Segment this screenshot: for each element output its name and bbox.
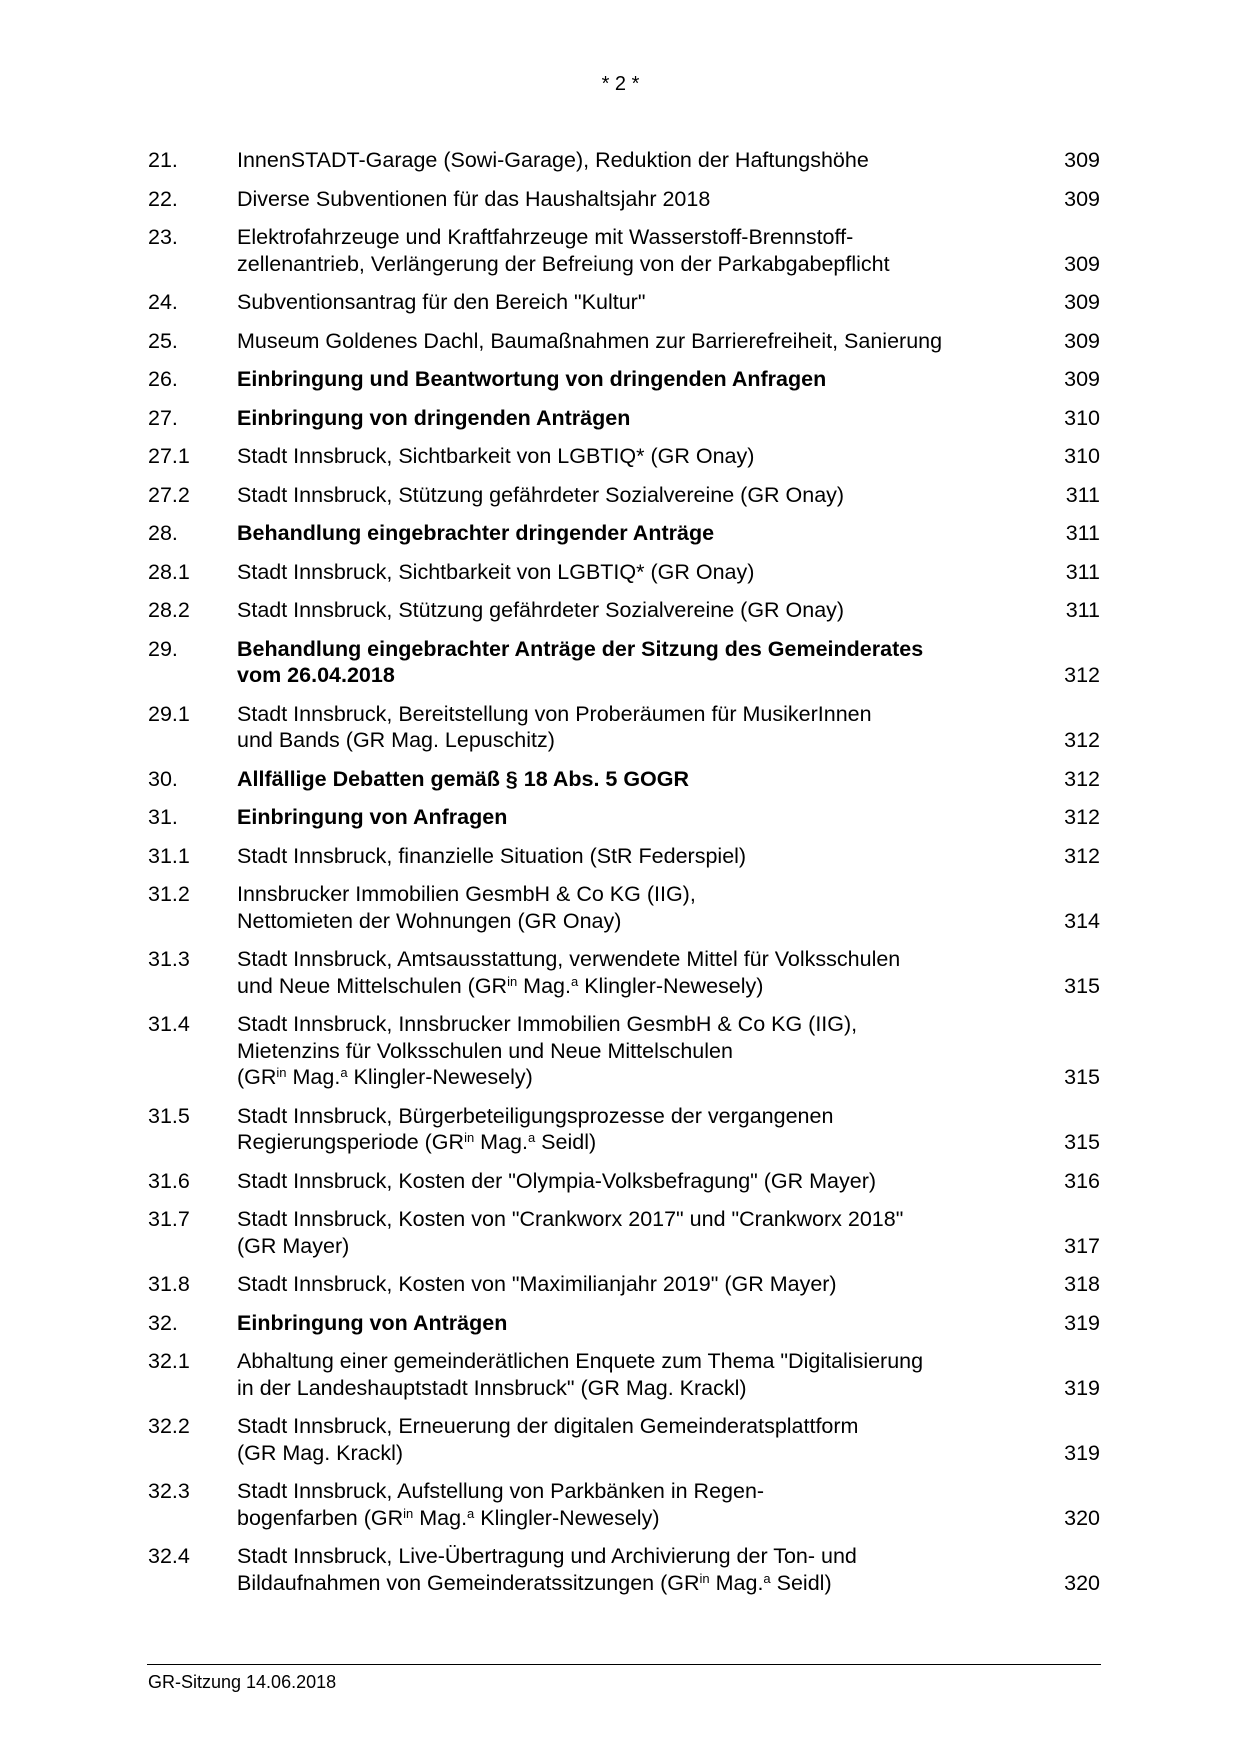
toc-title-line: Stadt Innsbruck, Live-Übertragung und Archivierung der Ton- und bbox=[237, 1544, 857, 1568]
toc-title-line: Einbringung und Beantwortung von dringenden Anfragen bbox=[237, 367, 827, 391]
toc-number: 31.1 bbox=[148, 843, 190, 868]
toc-page-number: 311 bbox=[1065, 482, 1100, 507]
toc-number: 25. bbox=[148, 328, 178, 353]
toc-number: 23. bbox=[148, 225, 178, 249]
page-number: * 2 * bbox=[601, 73, 640, 95]
toc-title bbox=[237, 766, 1037, 793]
toc-title bbox=[237, 328, 1037, 355]
toc-title bbox=[237, 1168, 1037, 1195]
toc-page-number: 312 bbox=[1064, 728, 1100, 752]
toc-number: 30. bbox=[148, 766, 178, 791]
toc-number: 31.2 bbox=[148, 882, 190, 906]
toc-text-segment: Seidl) bbox=[770, 1570, 832, 1595]
toc-entry bbox=[0, 1103, 1241, 1156]
toc-text-segment: Mag. bbox=[286, 1065, 341, 1089]
superscript: a bbox=[763, 1570, 771, 1586]
toc-entry bbox=[0, 804, 1241, 831]
toc-page-number: 320 bbox=[1064, 1505, 1100, 1530]
toc-title bbox=[237, 804, 1037, 831]
toc-page-number: 310 bbox=[1064, 444, 1100, 468]
toc-number: 31. bbox=[148, 805, 178, 829]
toc-title-line: Stadt Innsbruck, Erneuerung der digitalen Gemeinderatsplattform bbox=[237, 1414, 859, 1438]
toc-page-number: 315 bbox=[1064, 1130, 1100, 1154]
toc-entry bbox=[0, 559, 1241, 586]
toc-title-line: Stadt Innsbruck, Kosten der "Olympia-Volksbefragung" (GR Mayer) bbox=[237, 1168, 877, 1193]
toc-number: 27. bbox=[148, 405, 178, 430]
toc-title bbox=[237, 597, 1037, 624]
toc-title-line: Subventionsantrag für den Bereich "Kultur" bbox=[237, 290, 646, 314]
toc-text-segment: Mag. bbox=[413, 1505, 468, 1530]
toc-title-line: Behandlung eingebrachter dringender Anträge bbox=[237, 521, 715, 545]
toc-title-line: und Bands (GR Mag. Lepuschitz) bbox=[237, 728, 555, 752]
toc-title-line: Einbringung von Anfragen bbox=[237, 805, 508, 829]
toc-title bbox=[237, 405, 1037, 432]
toc-entry bbox=[0, 1310, 1241, 1337]
toc-text-segment: Mag. bbox=[474, 1130, 528, 1154]
toc-number: 32.1 bbox=[148, 1349, 190, 1373]
toc-number: 31.6 bbox=[148, 1168, 190, 1193]
toc-number: 24. bbox=[148, 290, 178, 314]
toc-title-line: Einbringung von dringenden Anträgen bbox=[237, 405, 631, 430]
toc-number: 21. bbox=[148, 148, 178, 172]
toc-number: 31.8 bbox=[148, 1272, 190, 1296]
toc-title bbox=[237, 1310, 1037, 1337]
toc-title-line bbox=[237, 1129, 1037, 1156]
toc-number: 32.4 bbox=[148, 1544, 190, 1568]
toc-title-line: (GR Mag. Krackl) bbox=[237, 1440, 404, 1465]
toc-entry bbox=[0, 636, 1241, 689]
toc-title bbox=[237, 1348, 1037, 1401]
table-of-contents bbox=[0, 147, 1241, 1608]
toc-entry bbox=[0, 1348, 1241, 1401]
toc-title-line: Stadt Innsbruck, Sichtbarkeit von LGBTIQ* (GR Onay) bbox=[237, 559, 755, 584]
toc-title-line bbox=[237, 1505, 1037, 1532]
toc-number: 32.2 bbox=[148, 1414, 190, 1438]
toc-page-number: 312 bbox=[1064, 663, 1100, 687]
toc-title bbox=[237, 1413, 1037, 1466]
toc-text-segment: Mag. bbox=[709, 1570, 764, 1595]
toc-page-number: 309 bbox=[1064, 251, 1100, 276]
toc-text-segment: Mag. bbox=[517, 973, 571, 998]
toc-entry bbox=[0, 186, 1241, 213]
toc-entry bbox=[0, 881, 1241, 934]
toc-entry bbox=[0, 405, 1241, 432]
toc-number: 29.1 bbox=[148, 701, 190, 726]
toc-entry bbox=[0, 1413, 1241, 1466]
superscript: in bbox=[276, 1065, 287, 1080]
toc-title-line: vom 26.04.2018 bbox=[237, 663, 395, 687]
toc-text-segment: (GR bbox=[237, 1065, 277, 1089]
toc-title-line: Elektrofahrzeuge und Kraftfahrzeuge mit Wasserstoff-Brennstoff- bbox=[237, 225, 854, 249]
toc-entry bbox=[0, 520, 1241, 547]
toc-page-number: 309 bbox=[1064, 186, 1100, 211]
toc-entry bbox=[0, 443, 1241, 470]
toc-number: 32. bbox=[148, 1310, 178, 1335]
toc-title-line: Stadt Innsbruck, finanzielle Situation (StR Federspiel) bbox=[237, 843, 747, 868]
toc-title-line: Stadt Innsbruck, Aufstellung von Parkbänken in Regen- bbox=[237, 1479, 765, 1503]
toc-number: 31.4 bbox=[148, 1012, 190, 1036]
footer-divider bbox=[147, 1664, 1101, 1665]
superscript: in bbox=[403, 1505, 414, 1521]
toc-title-line: Behandlung eingebrachter Anträge der Sitzung des Gemeinderates bbox=[237, 636, 924, 661]
toc-page-number: 309 bbox=[1064, 328, 1100, 353]
toc-title bbox=[237, 701, 1037, 754]
toc-number: 32.3 bbox=[148, 1479, 190, 1503]
toc-title-line: Mietenzins für Volksschulen und Neue Mittelschulen bbox=[237, 1038, 733, 1063]
toc-entry bbox=[0, 1478, 1241, 1531]
toc-page-number: 309 bbox=[1064, 290, 1100, 314]
toc-title-line: Stadt Innsbruck, Stützung gefährdeter Sozialvereine (GR Onay) bbox=[237, 482, 845, 507]
toc-page-number: 312 bbox=[1064, 843, 1100, 868]
toc-title bbox=[237, 147, 1037, 174]
toc-page-number: 311 bbox=[1065, 598, 1100, 622]
toc-title bbox=[237, 224, 1037, 277]
toc-entry bbox=[0, 1011, 1241, 1091]
toc-text-segment: Klingler-Newesely) bbox=[474, 1505, 660, 1530]
toc-entry bbox=[0, 1271, 1241, 1298]
toc-number: 27.1 bbox=[148, 444, 190, 468]
toc-page-number: 309 bbox=[1064, 367, 1100, 391]
toc-entry bbox=[0, 224, 1241, 277]
toc-title-line: Nettomieten der Wohnungen (GR Onay) bbox=[237, 908, 622, 933]
toc-number: 28. bbox=[148, 521, 178, 545]
toc-title bbox=[237, 636, 1037, 689]
toc-title-line: Stadt Innsbruck, Kosten von "Crankworx 2017" und "Crankworx 2018" bbox=[237, 1207, 904, 1231]
toc-entry bbox=[0, 597, 1241, 624]
toc-title-line bbox=[237, 973, 1037, 1000]
toc-title-line: Stadt Innsbruck, Amtsausstattung, verwendete Mittel für Volksschulen bbox=[237, 947, 901, 971]
toc-title bbox=[237, 1543, 1037, 1596]
toc-text-segment: Klingler-Newesely) bbox=[347, 1065, 533, 1089]
toc-text-segment: Seidl) bbox=[535, 1130, 597, 1154]
toc-entry bbox=[0, 1168, 1241, 1195]
superscript: a bbox=[527, 1130, 536, 1145]
toc-title bbox=[237, 1206, 1037, 1259]
toc-entry bbox=[0, 1206, 1241, 1259]
toc-page-number: 311 bbox=[1065, 559, 1100, 584]
toc-title-line: Innsbrucker Immobilien GesmbH & Co KG (IIG), bbox=[237, 882, 696, 906]
toc-number: 26. bbox=[148, 367, 178, 391]
toc-text-segment: Klingler-Newesely) bbox=[578, 973, 764, 998]
toc-title bbox=[237, 843, 1037, 870]
toc-page-number: 318 bbox=[1064, 1272, 1100, 1296]
toc-title-line: Allfällige Debatten gemäß § 18 Abs. 5 GOGR bbox=[237, 766, 690, 791]
toc-title bbox=[237, 946, 1037, 999]
superscript: a bbox=[340, 1065, 348, 1080]
toc-entry bbox=[0, 482, 1241, 509]
toc-entry bbox=[0, 1543, 1241, 1596]
toc-title bbox=[237, 1011, 1037, 1091]
superscript: in bbox=[507, 973, 518, 989]
toc-text-segment: und Neue Mittelschulen (GR bbox=[237, 973, 508, 998]
toc-title-line: Diverse Subventionen für das Haushaltsjahr 2018 bbox=[237, 186, 711, 211]
toc-page-number: 315 bbox=[1064, 973, 1100, 998]
toc-entry bbox=[0, 289, 1241, 316]
toc-title-line bbox=[237, 1570, 1037, 1597]
footer-text: GR-Sitzung 14.06.2018 bbox=[148, 1672, 337, 1692]
toc-title bbox=[237, 482, 1037, 509]
toc-page-number: 312 bbox=[1064, 805, 1100, 829]
toc-title bbox=[237, 289, 1037, 316]
toc-number: 27.2 bbox=[148, 482, 190, 507]
toc-title-line: InnenSTADT-Garage (Sowi-Garage), Reduktion der Haftungshöhe bbox=[237, 148, 869, 172]
toc-title-line: Stadt Innsbruck, Stützung gefährdeter Sozialvereine (GR Onay) bbox=[237, 598, 845, 622]
superscript: in bbox=[464, 1130, 475, 1145]
toc-text-segment: Bildaufnahmen von Gemeinderatssitzungen (GR bbox=[237, 1570, 700, 1595]
toc-title-line: Stadt Innsbruck, Kosten von "Maximilianjahr 2019" (GR Mayer) bbox=[237, 1272, 837, 1296]
toc-page-number: 314 bbox=[1064, 908, 1100, 933]
toc-title-line: Stadt Innsbruck, Sichtbarkeit von LGBTIQ* (GR Onay) bbox=[237, 444, 755, 468]
toc-page-number: 309 bbox=[1064, 148, 1100, 172]
toc-page-number: 310 bbox=[1064, 405, 1100, 430]
toc-number: 29. bbox=[148, 636, 178, 661]
toc-page-number: 315 bbox=[1064, 1065, 1100, 1089]
toc-entry bbox=[0, 366, 1241, 393]
toc-title bbox=[237, 520, 1037, 547]
toc-entry bbox=[0, 328, 1241, 355]
superscript: a bbox=[570, 973, 579, 989]
toc-title-line: Museum Goldenes Dachl, Baumaßnahmen zur Barrierefreiheit, Sanierung bbox=[237, 328, 943, 353]
toc-title-line: (GR Mayer) bbox=[237, 1233, 350, 1258]
toc-entry bbox=[0, 147, 1241, 174]
toc-title bbox=[237, 443, 1037, 470]
toc-page-number: 311 bbox=[1065, 521, 1100, 545]
superscript: a bbox=[467, 1505, 475, 1521]
toc-page-number: 319 bbox=[1064, 1375, 1100, 1400]
toc-entry bbox=[0, 701, 1241, 754]
toc-title bbox=[237, 366, 1037, 393]
toc-page-number: 319 bbox=[1064, 1440, 1100, 1465]
toc-title bbox=[237, 1478, 1037, 1531]
toc-title-line: zellenantrieb, Verlängerung der Befreiung von der Parkabgabepflicht bbox=[237, 251, 890, 276]
toc-page-number: 319 bbox=[1064, 1310, 1100, 1335]
toc-text-segment: Regierungsperiode (GR bbox=[237, 1130, 465, 1154]
toc-title-line: Stadt Innsbruck, Innsbrucker Immobilien GesmbH & Co KG (IIG), bbox=[237, 1012, 858, 1036]
toc-title bbox=[237, 1103, 1037, 1156]
toc-entry bbox=[0, 843, 1241, 870]
superscript: in bbox=[699, 1570, 710, 1586]
toc-title-line: in der Landeshauptstadt Innsbruck" (GR Mag. Krackl) bbox=[237, 1375, 747, 1400]
toc-title bbox=[237, 186, 1037, 213]
toc-page-number: 317 bbox=[1064, 1233, 1100, 1258]
toc-title-line: Stadt Innsbruck, Bereitstellung von Proberäumen für MusikerInnen bbox=[237, 701, 872, 726]
toc-title-line: Abhaltung einer gemeinderätlichen Enquete zum Thema "Digitalisierung bbox=[237, 1349, 924, 1373]
toc-number: 31.7 bbox=[148, 1207, 190, 1231]
toc-title bbox=[237, 559, 1037, 586]
toc-title-line bbox=[237, 1064, 1037, 1091]
toc-number: 31.5 bbox=[148, 1103, 190, 1128]
toc-page-number: 316 bbox=[1064, 1168, 1100, 1193]
toc-number: 28.2 bbox=[148, 598, 190, 622]
toc-number: 22. bbox=[148, 186, 178, 211]
toc-title bbox=[237, 881, 1037, 934]
toc-entry bbox=[0, 766, 1241, 793]
toc-page-number: 312 bbox=[1064, 766, 1100, 791]
toc-title bbox=[237, 1271, 1037, 1298]
toc-number: 28.1 bbox=[148, 559, 190, 584]
toc-number: 31.3 bbox=[148, 947, 190, 971]
toc-page-number: 320 bbox=[1064, 1570, 1100, 1595]
toc-title-line: Stadt Innsbruck, Bürgerbeteiligungsprozesse der vergangenen bbox=[237, 1103, 834, 1128]
toc-entry bbox=[0, 946, 1241, 999]
toc-text-segment: bogenfarben (GR bbox=[237, 1505, 404, 1530]
toc-title-line: Einbringung von Anträgen bbox=[237, 1310, 508, 1335]
